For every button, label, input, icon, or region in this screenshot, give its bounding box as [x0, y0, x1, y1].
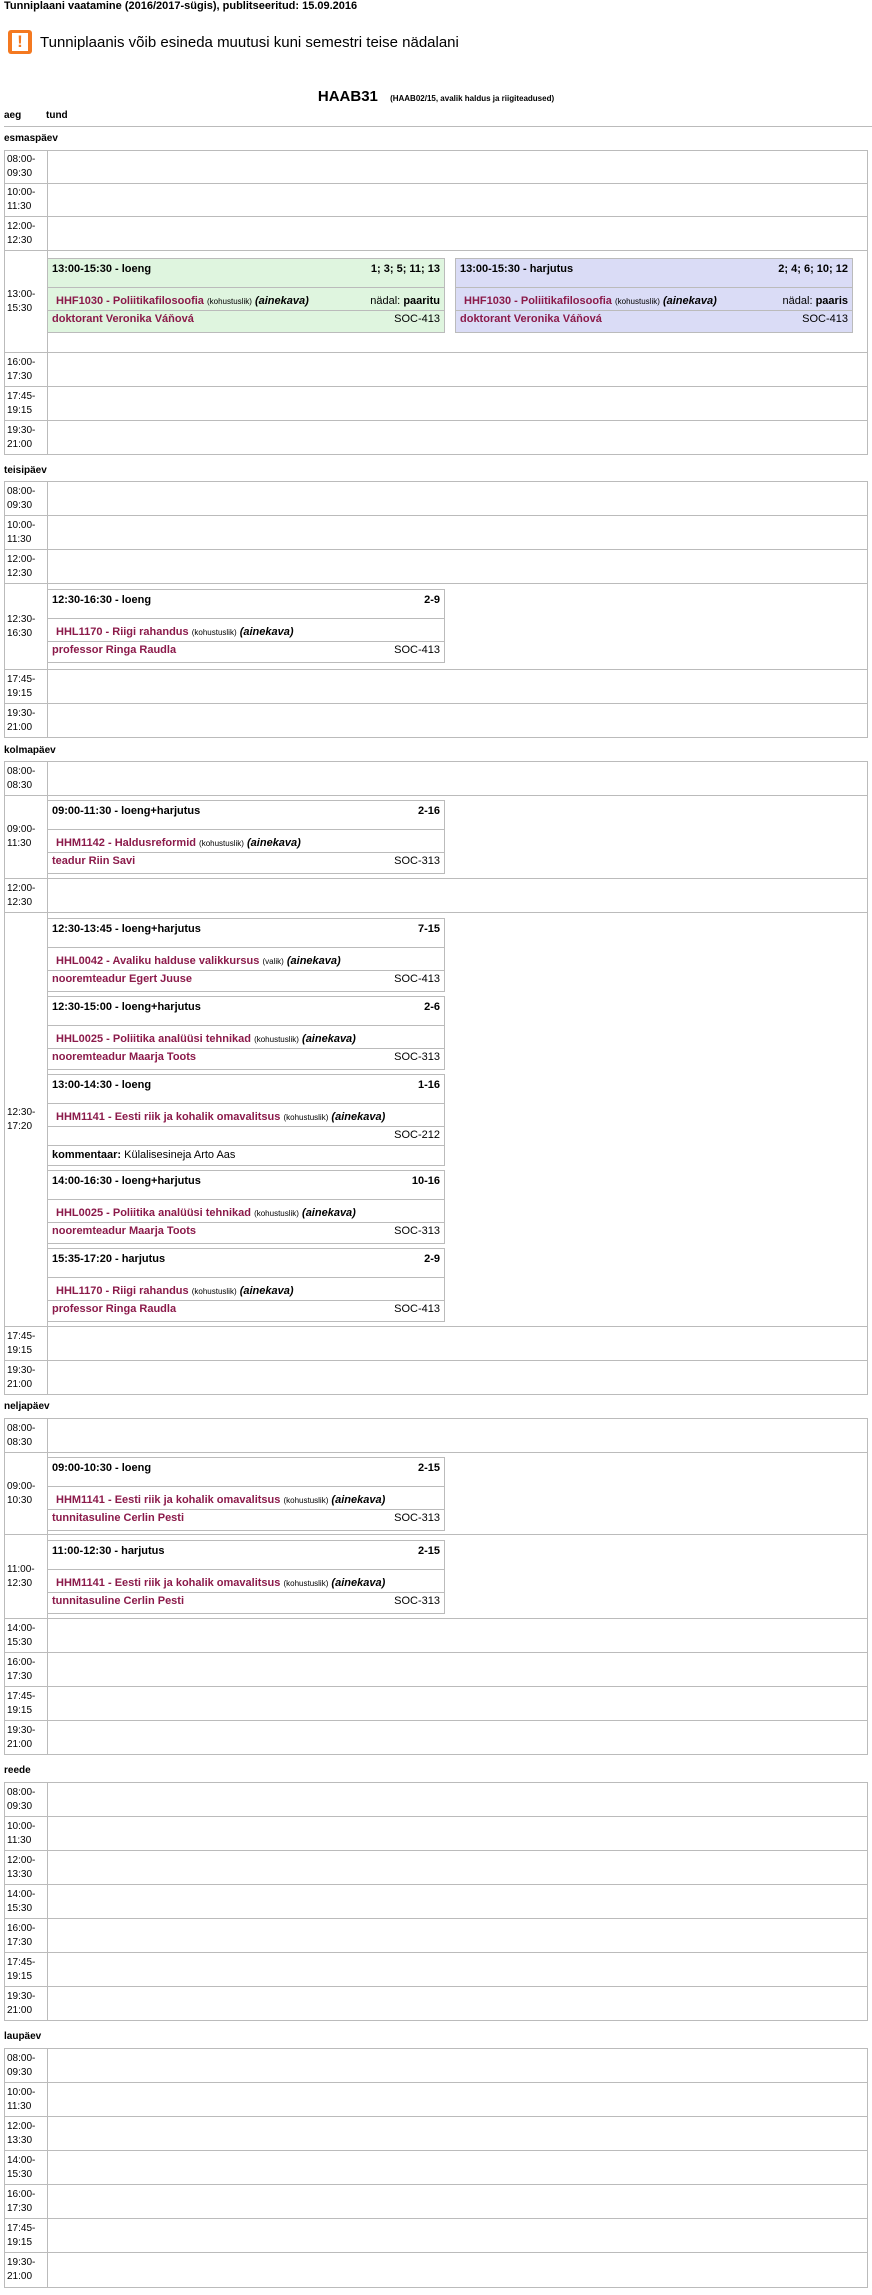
- slot-time: 08:00- 09:30: [7, 485, 36, 511]
- slot-time: 12:00- 13:30: [7, 1854, 36, 1880]
- slot-row: [4, 878, 868, 913]
- week-parity-label: nädal:: [782, 295, 813, 307]
- column-header: [4, 110, 872, 127]
- room-label: SOC-413: [802, 313, 848, 325]
- course-kind: (kohustuslik): [283, 1113, 329, 1122]
- lecturer-link[interactable]: professor Ringa Raudla: [52, 644, 177, 656]
- event-time: 12:30-16:30 - loeng: [52, 594, 152, 606]
- slot-time: 17:45- 19:15: [7, 2222, 36, 2248]
- syllabus-link[interactable]: (ainekava): [254, 295, 309, 307]
- slot-row: [4, 150, 868, 184]
- day-label-wed: kolmapäev: [4, 745, 56, 756]
- event-time: 12:30-15:00 - loeng+harjutus: [52, 1001, 201, 1013]
- slot-time: 12:30- 16:30: [7, 613, 36, 639]
- group-code: HAAB31: [317, 88, 378, 105]
- syllabus-link[interactable]: (ainekava): [331, 1577, 386, 1589]
- event-weeks: 7-15: [417, 923, 440, 935]
- course-link[interactable]: HHL0025 - Poliitika analüüsi tehnikad: [56, 1207, 251, 1219]
- event-card[interactable]: [455, 258, 853, 333]
- slot-time: 13:00- 15:30: [7, 288, 36, 314]
- syllabus-link[interactable]: (ainekava): [239, 1285, 294, 1297]
- slot-time: 19:30- 21:00: [7, 424, 36, 450]
- slot-time: 14:00- 15:30: [7, 2154, 36, 2180]
- event-weeks: 2-15: [417, 1545, 440, 1557]
- group-title: [0, 88, 872, 105]
- syllabus-link[interactable]: (ainekava): [302, 1033, 356, 1045]
- col-tund: tund: [46, 110, 68, 121]
- slot-time: 14:00- 15:30: [7, 1888, 36, 1914]
- slot-row: [4, 515, 868, 550]
- course-link[interactable]: HHL1170 - Riigi rahandus: [56, 1285, 189, 1297]
- slot-row: [4, 669, 868, 704]
- slot-row: [4, 1360, 868, 1395]
- slot-time: 08:00- 08:30: [7, 765, 36, 791]
- slot-time: 09:00- 10:30: [7, 1480, 36, 1506]
- lecturer-link[interactable]: nooremteadur Maarja Toots: [52, 1051, 197, 1063]
- slot-row: [4, 2082, 868, 2117]
- event-weeks: 2; 4; 6; 10; 12: [778, 263, 848, 275]
- day-label-sat: laupäev: [4, 2031, 42, 2042]
- slot-time: 19:30- 21:00: [7, 2257, 36, 2282]
- event-card[interactable]: [47, 1074, 445, 1166]
- slot-time: 12:00- 13:30: [7, 2120, 36, 2146]
- course-kind: (kohustuslik): [614, 297, 660, 306]
- event-time: 13:00-15:30 - harjutus: [460, 263, 574, 275]
- event-card[interactable]: [47, 258, 445, 333]
- course-link[interactable]: HHM1141 - Eesti riik ja kohalik omavalitsus: [56, 1577, 281, 1589]
- lecturer-link[interactable]: nooremteadur Egert Juuse: [52, 973, 192, 985]
- slot-time: 19:30- 21:00: [7, 1364, 36, 1390]
- course-kind: (kohustuslik): [191, 628, 237, 637]
- slot-row: [4, 1850, 868, 1885]
- slot-time: 08:00- 09:30: [7, 154, 36, 179]
- slot-time: 10:00- 11:30: [7, 2086, 36, 2112]
- course-link[interactable]: HHL1170 - Riigi rahandus: [56, 626, 189, 638]
- room-label: SOC-212: [394, 1129, 440, 1141]
- course-kind: (valik): [262, 957, 284, 966]
- slot-time: 16:00- 17:30: [7, 1922, 36, 1948]
- course-link[interactable]: HHF1030 - Poliitikafilosoofia: [464, 295, 612, 307]
- day-label-tue: teisipäev: [4, 465, 47, 476]
- event-time: 09:00-11:30 - loeng+harjutus: [52, 805, 201, 817]
- slot-row: [4, 2252, 868, 2288]
- slot-time: 09:00- 11:30: [7, 824, 36, 849]
- slot-row: [4, 2184, 868, 2219]
- notice-banner: [8, 30, 459, 54]
- slot-row: [4, 761, 868, 796]
- slot-time: 12:30- 17:20: [7, 1106, 36, 1132]
- col-aeg: aeg: [4, 110, 22, 121]
- event-card[interactable]: [47, 589, 445, 663]
- event-weeks: 2-16: [417, 805, 440, 817]
- slot-row: [4, 352, 868, 387]
- slot-time: 08:00- 09:30: [7, 2052, 36, 2078]
- course-kind: (kohustuslik): [254, 1035, 299, 1044]
- slot-row: [4, 1884, 868, 1919]
- event-weeks: 10-16: [411, 1175, 440, 1187]
- slot-row: [4, 1918, 868, 1953]
- slot-time: 19:30- 21:00: [7, 1724, 36, 1750]
- slot-row: [4, 1986, 868, 2021]
- course-kind: (kohustuslik): [283, 1579, 329, 1588]
- syllabus-link[interactable]: (ainekava): [662, 295, 717, 307]
- slot-row: [4, 2150, 868, 2185]
- slot-row: [4, 1418, 868, 1453]
- event-time: 09:00-10:30 - loeng: [52, 1462, 152, 1474]
- lecturer-link[interactable]: doktorant Veronika Váňová: [52, 313, 194, 325]
- lecturer-link[interactable]: tunnitasuline Cerlin Pesti: [52, 1595, 185, 1607]
- event-time: 13:00-15:30 - loeng: [52, 263, 152, 275]
- slot-row: [4, 1652, 868, 1687]
- event-card[interactable]: [47, 800, 445, 874]
- week-parity-value: paaritu: [403, 295, 440, 307]
- course-kind: (kohustuslik): [199, 839, 244, 848]
- room-label: SOC-313: [394, 1051, 440, 1063]
- slot-time: 17:45- 19:15: [7, 1690, 36, 1716]
- slot-row: [4, 183, 868, 217]
- event-weeks: 1; 3; 5; 11; 13: [370, 263, 440, 275]
- slot-time: 10:00- 11:30: [7, 519, 36, 545]
- slot-row: [4, 2218, 868, 2253]
- slot-row: [4, 481, 868, 516]
- event-weeks: 2-6: [424, 1001, 440, 1013]
- week-parity-label: nädal:: [370, 295, 401, 307]
- course-kind: (kohustuslik): [191, 1287, 237, 1296]
- notice-text: Tunniplaanis võib esineda muutusi kuni semestri teise nädalani: [40, 33, 459, 51]
- syllabus-link[interactable]: (ainekava): [286, 955, 341, 967]
- course-link[interactable]: HHM1141 - Eesti riik ja kohalik omavalitsus: [56, 1494, 281, 1506]
- course-link[interactable]: HHM1142 - Haldusreformid: [56, 837, 196, 849]
- slot-time: 17:45- 19:15: [7, 673, 36, 699]
- lecturer-link[interactable]: teadur Riin Savi: [52, 855, 136, 867]
- slot-time: 14:00- 15:30: [7, 1622, 36, 1648]
- slot-time: 11:00- 12:30: [7, 1563, 35, 1589]
- course-link[interactable]: HHF1030 - Poliitikafilosoofia: [56, 295, 204, 307]
- slot-row: [4, 1720, 868, 1755]
- event-weeks: 2-15: [417, 1462, 440, 1474]
- syllabus-link[interactable]: (ainekava): [302, 1207, 356, 1219]
- slot-row: [4, 2116, 868, 2151]
- slot-row: [4, 1686, 868, 1721]
- course-kind: (kohustuslik): [206, 297, 252, 306]
- slot-row: [4, 703, 868, 738]
- course-link[interactable]: HHL0025 - Poliitika analüüsi tehnikad: [56, 1033, 251, 1045]
- slot-time: 19:30- 21:00: [7, 707, 36, 733]
- slot-row: [4, 1326, 868, 1361]
- event-weeks: 1-16: [417, 1079, 440, 1091]
- syllabus-link[interactable]: (ainekava): [331, 1494, 386, 1506]
- slot-time: 12:00- 12:30: [7, 220, 36, 246]
- slot-time: 10:00- 11:30: [7, 1820, 36, 1846]
- syllabus-link[interactable]: (ainekava): [331, 1111, 386, 1123]
- slot-row: [4, 216, 868, 251]
- lecturer-link[interactable]: nooremteadur Maarja Toots: [52, 1225, 197, 1237]
- slot-time: 08:00- 08:30: [7, 1422, 36, 1448]
- course-link[interactable]: HHL0042 - Avaliku halduse valikkursus: [56, 955, 260, 967]
- slot-time: 16:00- 17:30: [7, 1656, 36, 1682]
- event-weeks: 2-9: [424, 1253, 440, 1265]
- slot-time: 12:00- 12:30: [7, 882, 36, 908]
- course-link[interactable]: HHM1141 - Eesti riik ja kohalik omavalitsus: [56, 1111, 281, 1123]
- slot-time: 17:45- 19:15: [7, 390, 36, 416]
- day-label-fri: reede: [4, 1765, 31, 1776]
- day-label-thu: neljapäev: [4, 1401, 50, 1412]
- lecturer-link[interactable]: doktorant Veronika Váňová: [460, 313, 602, 325]
- slot-time: 19:30- 21:00: [7, 1990, 36, 2016]
- week-parity-value: paaris: [815, 295, 848, 307]
- event-time: 11:00-12:30 - harjutus: [52, 1545, 165, 1557]
- room-label: SOC-313: [394, 1512, 440, 1524]
- event-time: 12:30-13:45 - loeng+harjutus: [52, 923, 201, 935]
- lecturer-link[interactable]: professor Ringa Raudla: [52, 1303, 177, 1315]
- event-time: 14:00-16:30 - loeng+harjutus: [52, 1175, 201, 1187]
- slot-time: 16:00- 17:30: [7, 2188, 36, 2214]
- lecturer-link[interactable]: tunnitasuline Cerlin Pesti: [52, 1512, 185, 1524]
- event-card[interactable]: [47, 1170, 445, 1244]
- event-card[interactable]: [47, 918, 445, 992]
- slot-time: 17:45- 19:15: [7, 1956, 36, 1982]
- group-subtitle: (HAAB02/15, avalik haldus ja riigiteadused): [390, 94, 555, 103]
- room-label: SOC-413: [394, 1303, 440, 1315]
- slot-row: [4, 386, 868, 421]
- slot-row: [4, 420, 868, 455]
- slot-time: 17:45- 19:15: [7, 1330, 36, 1356]
- event-card[interactable]: [47, 1248, 445, 1322]
- event-weeks: 2-9: [424, 594, 440, 606]
- slot-row: [4, 1952, 868, 1987]
- room-label: SOC-313: [394, 855, 440, 867]
- room-label: SOC-413: [394, 644, 440, 656]
- event-time: 15:35-17:20 - harjutus: [52, 1253, 166, 1265]
- page-header-title: Tunniplaani vaatamine (2016/2017-sügis), publitseeritud: 15.09.2016: [4, 0, 358, 12]
- room-label: SOC-313: [394, 1225, 440, 1237]
- syllabus-link[interactable]: (ainekava): [247, 837, 301, 849]
- room-label: SOC-413: [394, 973, 440, 985]
- event-card[interactable]: [47, 1540, 445, 1614]
- slot-row: [4, 1618, 868, 1653]
- room-label: SOC-313: [394, 1595, 440, 1607]
- slot-time: 08:00- 09:30: [7, 1786, 36, 1812]
- slot-time: 12:00- 12:30: [7, 553, 36, 579]
- warning-icon: [8, 30, 32, 54]
- comment-label: kommentaar:: [52, 1149, 122, 1161]
- slot-time: 16:00- 17:30: [7, 356, 36, 382]
- slot-row: [4, 1782, 868, 1817]
- comment-text: Külalisesineja Arto Aas: [124, 1149, 236, 1161]
- day-label-mon: esmaspäev: [4, 133, 58, 144]
- course-kind: (kohustuslik): [283, 1496, 329, 1505]
- event-card[interactable]: [47, 996, 445, 1070]
- event-time: 13:00-14:30 - loeng: [52, 1079, 152, 1091]
- course-kind: (kohustuslik): [254, 1209, 299, 1218]
- slot-row: [4, 2048, 868, 2083]
- slot-time: 10:00- 11:30: [7, 187, 36, 212]
- slot-row: [4, 549, 868, 584]
- room-label: SOC-413: [394, 313, 440, 325]
- event-card[interactable]: [47, 1457, 445, 1531]
- syllabus-link[interactable]: (ainekava): [239, 626, 294, 638]
- slot-row: [4, 1816, 868, 1851]
